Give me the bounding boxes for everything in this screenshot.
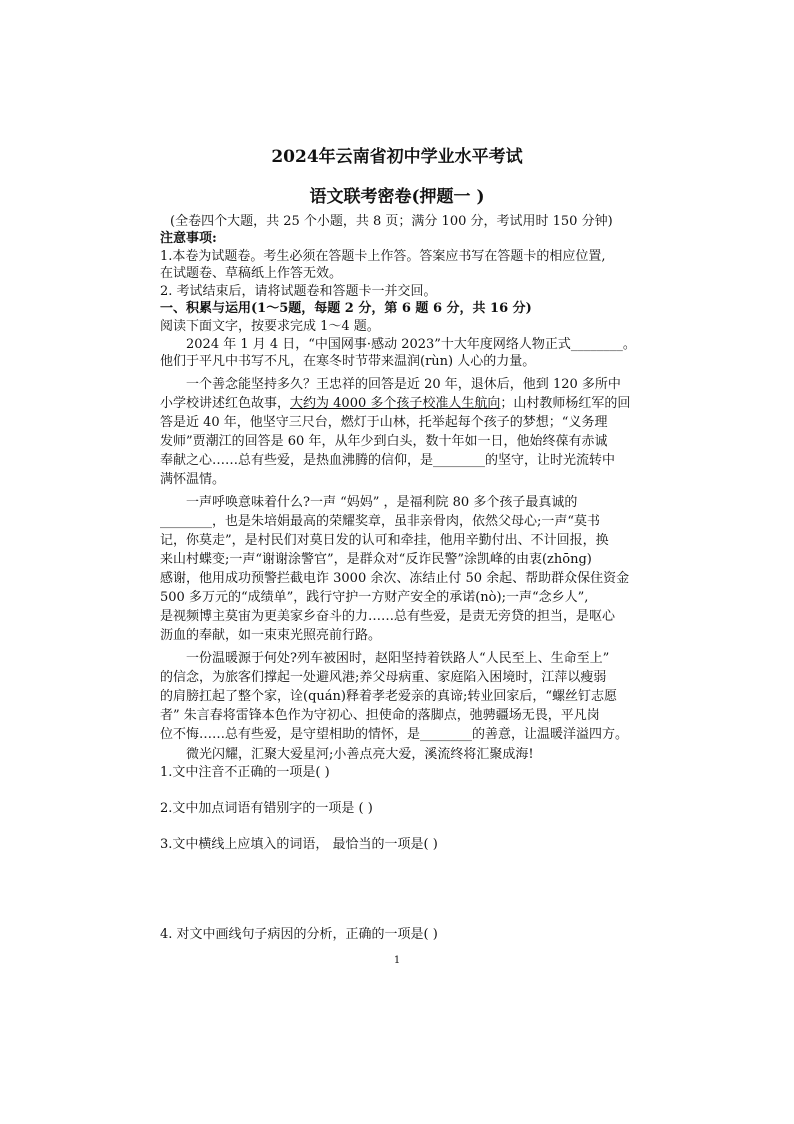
passage-line: 的信念，为旅客们撑起一处避风港;养父母病重、家庭陷入困境时，江萍以瘦弱	[160, 670, 607, 685]
passage-line: 一声呼唤意味着什么?一声 “妈妈” ，是福利院 80 多个孩子最真诚的	[186, 495, 578, 510]
passage-text: 小学校讲述红色故事，	[160, 396, 291, 411]
exam-title: 2024年云南省初中学业水平考试	[271, 147, 523, 167]
passage-line: 奉献之心……总有些爱，是热血沸腾的信仰，是________的坚守，让时光流转中	[160, 453, 616, 468]
section-instruction: 阅读下面文字，按要求完成 1～4 题。	[160, 319, 380, 334]
passage-line: 2024 年 1 月 4 日，“中国网事·感动 2023”十大年度网络人物正式________。	[186, 337, 636, 352]
notes-heading: 注意事项:	[160, 231, 217, 246]
passage-line: 者” 朱言春将雷锋本色作为守初心、担使命的落脚点，弛骋疆场无畏，平凡岗	[160, 708, 600, 723]
passage-line: 一份温暖源于何处?列车被困时，赵阳坚持着铁路人“人民至上、生命至上”	[186, 651, 610, 666]
notes-item: 2. 考试结束后，请将试题卷和答题卡一并交回。	[160, 284, 437, 299]
page-number: 1	[393, 955, 401, 966]
question-2-stem: 2.文中加点词语有错别字的一项是 ( )	[160, 801, 373, 816]
notes-item: 在试题卷、草稿纸上作答无效。	[160, 266, 343, 281]
passage-line: ________，也是朱培娟最高的荣耀奖章，虽非亲骨肉，依然父母心;一声“莫书	[160, 514, 601, 529]
passage-line	[160, 395, 640, 412]
passage-line: 微光闪耀，汇聚大爱星河;小善点亮大爱，溪流终将汇聚成海!	[186, 747, 534, 762]
underlined-sentence: 大约为 4000 多个孩子校准人生航向	[290, 396, 501, 411]
notes-item: 1.本卷为试题卷。考生必须在答题卡上作答。答案应书写在答题卡的相应位置,	[160, 249, 606, 264]
passage-line: 答是近 40 年，他坚守三尺台，燃灯于山林，托举起每个孩子的梦想；“义务理	[160, 415, 608, 430]
passage-line: 记，你莫走”，是村民们对莫日发的认可和牵挂，他用辛勤付出、不计回报，换	[160, 533, 609, 548]
passage-line: 的肩膀扛起了整个家，诠(quán)释着孝老爱亲的真谛;转业回家后，“螺丝钉志愿	[160, 689, 617, 704]
question-4-stem: 4. 对文中画线句子病因的分析，正确的一项是( )	[160, 927, 438, 942]
question-3-stem: 3.文中横线上应填入的词语， 最恰当的一项是( )	[160, 837, 438, 852]
exam-intro: (全卷四个大题，共 25 个小题，共 8 页；满分 100 分，考试用时 150 分钟)	[170, 214, 613, 229]
passage-line: 感谢，他用成功预警拦截电诈 3000 余次、冻结止付 50 余起、帮助群众保住资金	[160, 571, 630, 586]
section-heading: 一、积累与运用(1～5题，每题 2 分，第 6 题 6 分，共 16 分)	[160, 301, 532, 316]
passage-line: 500 多万元的“成绩单”，践行守护一方财产安全的承诺(nò);一声“念乡人”,	[160, 590, 589, 605]
passage-line: 位不悔……总有些爱，是守望相助的情怀，是________的善意，让温暖洋溢四方。	[160, 727, 629, 742]
exam-subtitle: 语文联考密卷(押题一 )	[309, 187, 485, 207]
passage-line: 他们于平凡中书写不凡，在寒冬时节带来温润(rùn) 人心的力量。	[160, 354, 536, 369]
passage-text: ；山村教师杨红军的回	[500, 396, 631, 411]
passage-line: 是视频博主莫宙为更美家乡奋斗的力……总有些爱，是责无旁贷的担当，是呕心	[160, 609, 616, 624]
passage-line: 满怀温情。	[160, 472, 226, 487]
passage-line: 发师”贾潮江的回答是 60 年，从年少到白头，数十年如一日，他始终葆有赤诚	[160, 434, 608, 449]
passage-line: 来山村蝶变;一声“谢谢涂警官”，是群众对“反诈民警”涂凯峰的由衷(zhōng)	[160, 552, 592, 567]
passage-line: 沥血的奉献，如一束束光照亮前行路。	[160, 628, 382, 643]
question-1-stem: 1.文中注音不正确的一项是( )	[160, 765, 330, 780]
passage-line: 一个善念能坚持多久？王忠祥的回答是近 20 年，退休后，他到 120 多所中	[186, 377, 621, 392]
